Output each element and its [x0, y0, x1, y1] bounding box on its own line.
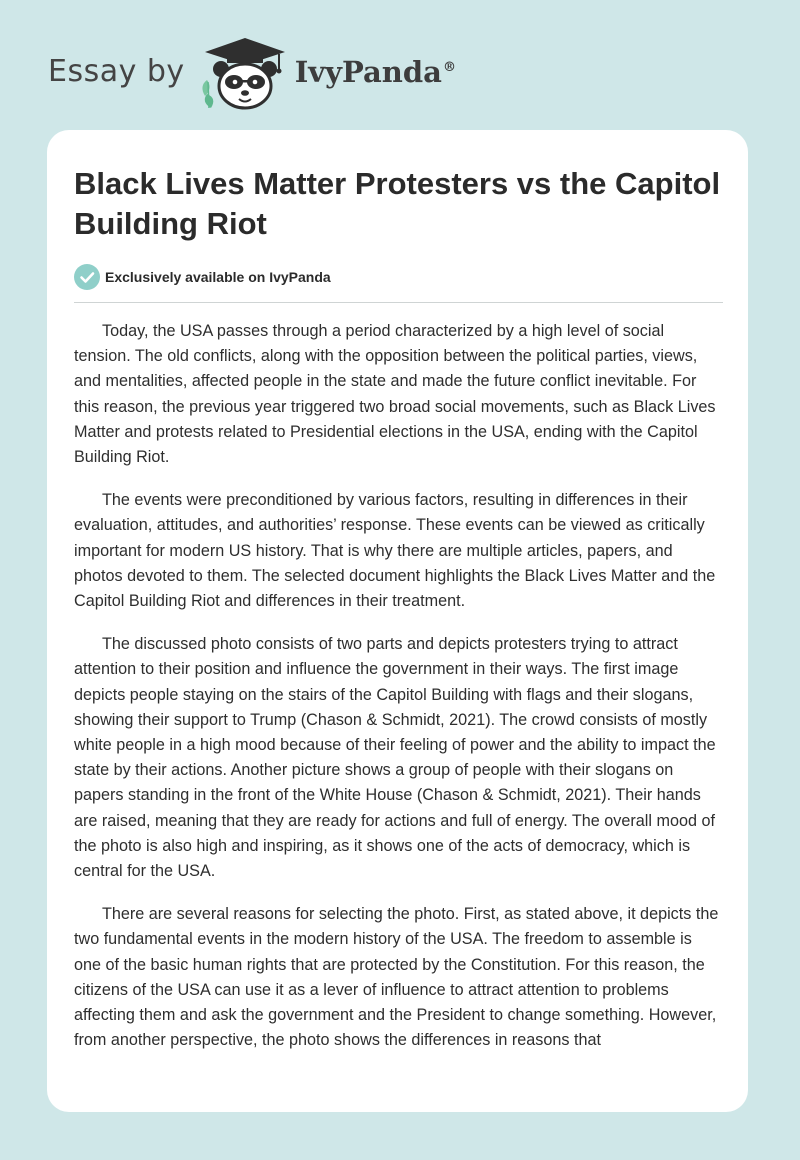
- paragraph: There are several reasons for selecting the photo. First, as stated above, it depicts the two fundamental events in the modern history of the USA. The freedom to assemble is one of the basic human rights that are protected by the Constitution. For this reason, the citizens of the USA can use it as a lever of influence to attract attention to problems affecting them and ask the government and the President to change something. However, from another perspective, the photo shows the differences in reasons that: [74, 905, 719, 1050]
- paragraph: The discussed photo consists of two parts and depicts protesters trying to attract attention to their position and influence the government in their ways. The first image depicts people staying on the stairs of the Capitol Building with flags and their slogans, showing their support to Trump (Chason & Schmidt, 2021). The crowd consists of mostly white people in a high mood because of their feeling of power and the ability to impact the state by their actions. Another picture shows a group of people with their slogans on papers standing in the front of the White House (Chason & Schmidt, 2021). Their hands are raised, meaning that they are ready for actions and full of energy. The overall mood of the photo is also high and inspiring, as it shows one of the acts of democracy, which is central for the USA.: [74, 635, 716, 881]
- site-header: [48, 36, 456, 110]
- paragraph: Today, the USA passes through a period characterized by a high level of social tension. The old conflicts, along with the opposition between the political parties, views, and mentalities, affected people in the state and made the future conflict inevitable. For this reason, the previous year triggered two broad social movements, such as Black Lives Matter and protests related to Presidential elections in the USA, ending with the Capitol Building Riot.: [74, 322, 716, 467]
- registered-mark: ®: [442, 60, 456, 76]
- paragraph: The events were preconditioned by various factors, resulting in differences in their evaluation, attitudes, and authorities’ response. These events can be viewed as critically important for modern US history. That is why there are multiple articles, papers, and photos devoted to them. The selected document highlights the Black Lives Matter and the Capitol Building Riot and differences in their treatment.: [74, 491, 716, 611]
- essay-card: [47, 130, 748, 1112]
- page-title: Black Lives Matter Protesters vs the Capitol Building Riot: [74, 166, 721, 241]
- divider: [74, 302, 723, 303]
- brand-text: IvyPanda: [294, 55, 442, 89]
- exclusive-badge: [74, 264, 723, 290]
- check-circle-icon: [74, 264, 100, 290]
- panda-graduation-cap-icon[interactable]: [199, 36, 291, 110]
- brand-name[interactable]: [295, 55, 456, 89]
- exclusive-badge-label: Exclusively available on IvyPanda: [105, 269, 331, 285]
- essay-by-label: Essay by: [48, 53, 185, 89]
- essay-body: [74, 319, 723, 1053]
- essay-content: [74, 164, 723, 1071]
